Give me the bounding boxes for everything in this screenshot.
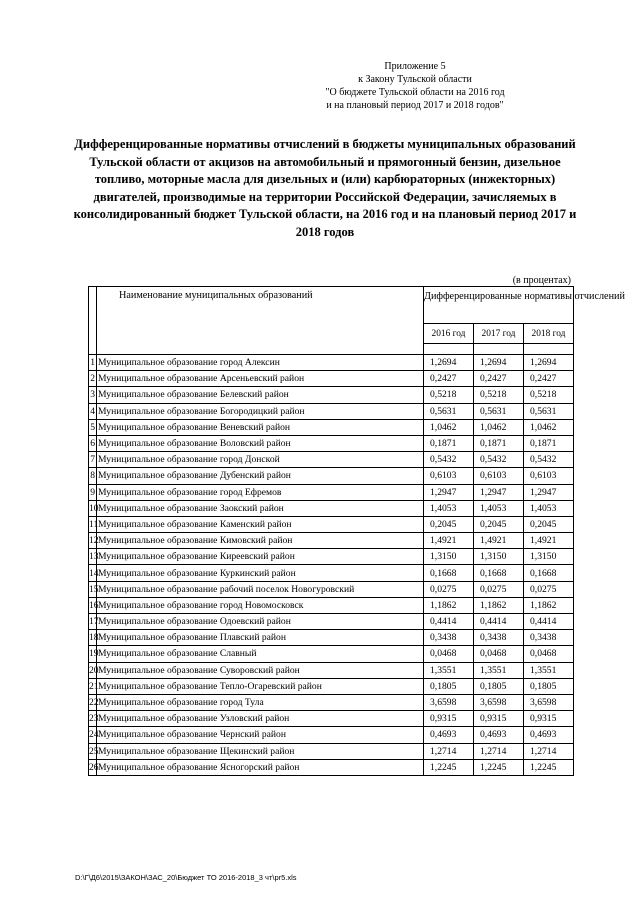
value-2017: 1,2245	[474, 759, 524, 775]
value-2016: 1,3150	[424, 549, 474, 565]
municipality-name: Муниципальное образование Узловский район	[97, 711, 424, 727]
value-2018: 0,5631	[524, 403, 574, 419]
table-row	[89, 468, 574, 484]
value-2016: 0,3438	[424, 630, 474, 646]
row-number: 1	[89, 355, 97, 371]
appendix-number: Приложение 5	[384, 61, 446, 72]
value-2016: 0,4414	[424, 614, 474, 630]
row-number: 18	[89, 630, 97, 646]
value-2016: 0,1871	[424, 435, 474, 451]
value-2017: 0,1805	[474, 678, 524, 694]
row-number: 9	[89, 484, 97, 500]
municipality-name: Муниципальное образование город Донской	[97, 452, 424, 468]
municipality-name: Муниципальное образование город Тула	[97, 694, 424, 710]
table-row	[89, 371, 574, 387]
value-2016: 0,5218	[424, 387, 474, 403]
table-row	[89, 387, 574, 403]
municipality-name: Муниципальное образование рабочий поселок Новогуровский	[97, 581, 424, 597]
value-2017: 1,3150	[474, 549, 524, 565]
row-number: 14	[89, 565, 97, 581]
value-2018: 0,9315	[524, 711, 574, 727]
table-row	[89, 516, 574, 532]
value-2017: 0,2045	[474, 516, 524, 532]
table-row	[89, 500, 574, 516]
value-2018: 0,3438	[524, 630, 574, 646]
row-number: 16	[89, 597, 97, 613]
value-2018: 0,1668	[524, 565, 574, 581]
value-2018: 0,2045	[524, 516, 574, 532]
value-2016: 0,6103	[424, 468, 474, 484]
value-2017: 1,4921	[474, 533, 524, 549]
norms-header: Дифференцированные нормативы отчислений	[424, 287, 574, 324]
value-2017: 1,3551	[474, 662, 524, 678]
municipality-name: Муниципальное образование Одоевский район	[97, 614, 424, 630]
value-2016: 0,0468	[424, 646, 474, 662]
value-2018: 0,1805	[524, 678, 574, 694]
table-row	[89, 484, 574, 500]
value-2016: 0,5631	[424, 403, 474, 419]
row-number: 21	[89, 678, 97, 694]
table-row	[89, 678, 574, 694]
value-2016: 1,2245	[424, 759, 474, 775]
value-2018: 0,6103	[524, 468, 574, 484]
row-number: 11	[89, 516, 97, 532]
value-2017: 0,0468	[474, 646, 524, 662]
value-2018: 1,2694	[524, 355, 574, 371]
row-number: 7	[89, 452, 97, 468]
year-spacer	[474, 344, 524, 355]
units-note: (в процентах)	[512, 275, 571, 286]
table-row	[89, 452, 574, 468]
table-row	[89, 711, 574, 727]
municipality-name: Муниципальное образование Славный	[97, 646, 424, 662]
value-2018: 1,0462	[524, 419, 574, 435]
table-row	[89, 403, 574, 419]
value-2018: 0,4693	[524, 727, 574, 743]
table-row	[89, 759, 574, 775]
value-2018: 3,6598	[524, 694, 574, 710]
municipality-name: Муниципальное образование Богородицкий район	[97, 403, 424, 419]
row-number: 13	[89, 549, 97, 565]
value-2016: 1,2947	[424, 484, 474, 500]
year-spacer	[524, 344, 574, 355]
value-2017: 0,1668	[474, 565, 524, 581]
value-2018: 1,2245	[524, 759, 574, 775]
value-2018: 1,2714	[524, 743, 574, 759]
municipality-name: Муниципальное образование город Новомосковск	[97, 597, 424, 613]
value-2016: 0,2045	[424, 516, 474, 532]
value-2018: 1,3150	[524, 549, 574, 565]
value-2016: 0,0275	[424, 581, 474, 597]
table-row	[89, 662, 574, 678]
row-number: 22	[89, 694, 97, 710]
municipality-name: Муниципальное образование Арсеньевский район	[97, 371, 424, 387]
table-row	[89, 743, 574, 759]
value-2018: 1,4921	[524, 533, 574, 549]
value-2017: 0,4693	[474, 727, 524, 743]
table-row	[89, 694, 574, 710]
municipality-name: Муниципальное образование город Ефремов	[97, 484, 424, 500]
value-2017: 0,0275	[474, 581, 524, 597]
municipality-name: Муниципальное образование Суворовский район	[97, 662, 424, 678]
municipality-name: Муниципальное образование Каменский район	[97, 516, 424, 532]
row-number: 25	[89, 743, 97, 759]
value-2017: 0,5631	[474, 403, 524, 419]
table-row	[89, 419, 574, 435]
value-2016: 0,1668	[424, 565, 474, 581]
table-row	[89, 533, 574, 549]
file-path-footer: D:\Г\Д6\2015\ЗАКОН\ЗАС_20\Бюджет ТО 2016-2018_3 чт\pr5.xls	[75, 873, 297, 882]
table-row	[89, 565, 574, 581]
value-2017: 0,6103	[474, 468, 524, 484]
value-2018: 1,4053	[524, 500, 574, 516]
value-2017: 1,2947	[474, 484, 524, 500]
appendix-law-title-2: и на плановый период 2017 и 2018 годов"	[326, 100, 504, 111]
value-2017: 0,5432	[474, 452, 524, 468]
table-row	[89, 646, 574, 662]
value-2016: 0,1805	[424, 678, 474, 694]
value-2016: 0,4693	[424, 727, 474, 743]
year-header-2018: 2018 год	[524, 324, 574, 344]
value-2017: 0,4414	[474, 614, 524, 630]
value-2017: 3,6598	[474, 694, 524, 710]
row-number: 8	[89, 468, 97, 484]
value-2018: 0,5432	[524, 452, 574, 468]
year-spacer	[424, 344, 474, 355]
name-header: Наименование муниципальных образований	[97, 287, 424, 355]
table-row	[89, 435, 574, 451]
value-2016: 1,4921	[424, 533, 474, 549]
row-number: 2	[89, 371, 97, 387]
municipality-name: Муниципальное образование Дубенский район	[97, 468, 424, 484]
row-number: 26	[89, 759, 97, 775]
value-2016: 1,0462	[424, 419, 474, 435]
table-row	[89, 630, 574, 646]
value-2018: 0,5218	[524, 387, 574, 403]
value-2017: 1,2694	[474, 355, 524, 371]
value-2018: 0,1871	[524, 435, 574, 451]
table-row	[89, 549, 574, 565]
municipality-name: Муниципальное образование Веневский район	[97, 419, 424, 435]
value-2018: 1,2947	[524, 484, 574, 500]
value-2018: 0,0468	[524, 646, 574, 662]
municipality-name: Муниципальное образование Заокский район	[97, 500, 424, 516]
municipality-name: Муниципальное образование Кимовский район	[97, 533, 424, 549]
appendix-law-title-1: "О бюджете Тульской области на 2016 год	[325, 87, 505, 98]
value-2017: 1,0462	[474, 419, 524, 435]
row-number: 19	[89, 646, 97, 662]
row-number: 10	[89, 500, 97, 516]
value-2016: 1,2714	[424, 743, 474, 759]
appendix-law: к Закону Тульской области	[358, 74, 472, 85]
appendix-reference	[300, 60, 530, 112]
year-header-2017: 2017 год	[474, 324, 524, 344]
value-2018: 0,2427	[524, 371, 574, 387]
value-2017: 0,3438	[474, 630, 524, 646]
value-2017: 1,1862	[474, 597, 524, 613]
value-2017: 0,5218	[474, 387, 524, 403]
value-2017: 0,1871	[474, 435, 524, 451]
row-number: 4	[89, 403, 97, 419]
municipality-name: Муниципальное образование город Алексин	[97, 355, 424, 371]
row-number: 3	[89, 387, 97, 403]
number-header	[89, 287, 97, 355]
document-title: Дифференцированные нормативы отчислений в бюджеты муниципальных образований Тульской области от акцизов на автомобильный и прямогонный бензин, дизельное топливо, моторные масла для дизельных и (или) карбюраторных (инжекторных) двигателей, производимые на территории Российской Федерации, зачисляемых в консолидированный бюджет Тульской области, на 2016 год и на плановый период 2017 и 2018 годов	[73, 137, 577, 239]
value-2016: 1,2694	[424, 355, 474, 371]
value-2016: 1,3551	[424, 662, 474, 678]
municipality-name: Муниципальное образование Чернский район	[97, 727, 424, 743]
municipality-name: Муниципальное образование Тепло-Огаревский район	[97, 678, 424, 694]
row-number: 24	[89, 727, 97, 743]
row-number: 20	[89, 662, 97, 678]
value-2016: 1,4053	[424, 500, 474, 516]
value-2017: 0,9315	[474, 711, 524, 727]
row-number: 6	[89, 435, 97, 451]
municipality-name: Муниципальное образование Киреевский район	[97, 549, 424, 565]
municipality-name: Муниципальное образование Щекинский район	[97, 743, 424, 759]
municipality-name: Муниципальное образование Белевский район	[97, 387, 424, 403]
value-2018: 0,4414	[524, 614, 574, 630]
value-2016: 0,2427	[424, 371, 474, 387]
row-number: 5	[89, 419, 97, 435]
municipality-name: Муниципальное образование Воловский район	[97, 435, 424, 451]
value-2016: 0,9315	[424, 711, 474, 727]
table-body	[89, 355, 574, 776]
row-number: 12	[89, 533, 97, 549]
value-2017: 1,2714	[474, 743, 524, 759]
value-2017: 1,4053	[474, 500, 524, 516]
table-row	[89, 614, 574, 630]
table-row	[89, 597, 574, 613]
table-row	[89, 581, 574, 597]
row-number: 23	[89, 711, 97, 727]
value-2016: 0,5432	[424, 452, 474, 468]
value-2016: 1,1862	[424, 597, 474, 613]
municipality-name: Муниципальное образование Плавский район	[97, 630, 424, 646]
municipality-name: Муниципальное образование Куркинский район	[97, 565, 424, 581]
value-2017: 0,2427	[474, 371, 524, 387]
norms-table	[88, 286, 625, 776]
value-2016: 3,6598	[424, 694, 474, 710]
year-header-2016: 2016 год	[424, 324, 474, 344]
value-2018: 1,1862	[524, 597, 574, 613]
value-2018: 1,3551	[524, 662, 574, 678]
municipality-name: Муниципальное образование Ясногорский район	[97, 759, 424, 775]
row-number: 15	[89, 581, 97, 597]
row-number: 17	[89, 614, 97, 630]
value-2018: 0,0275	[524, 581, 574, 597]
table-row	[89, 355, 574, 371]
table-row	[89, 727, 574, 743]
